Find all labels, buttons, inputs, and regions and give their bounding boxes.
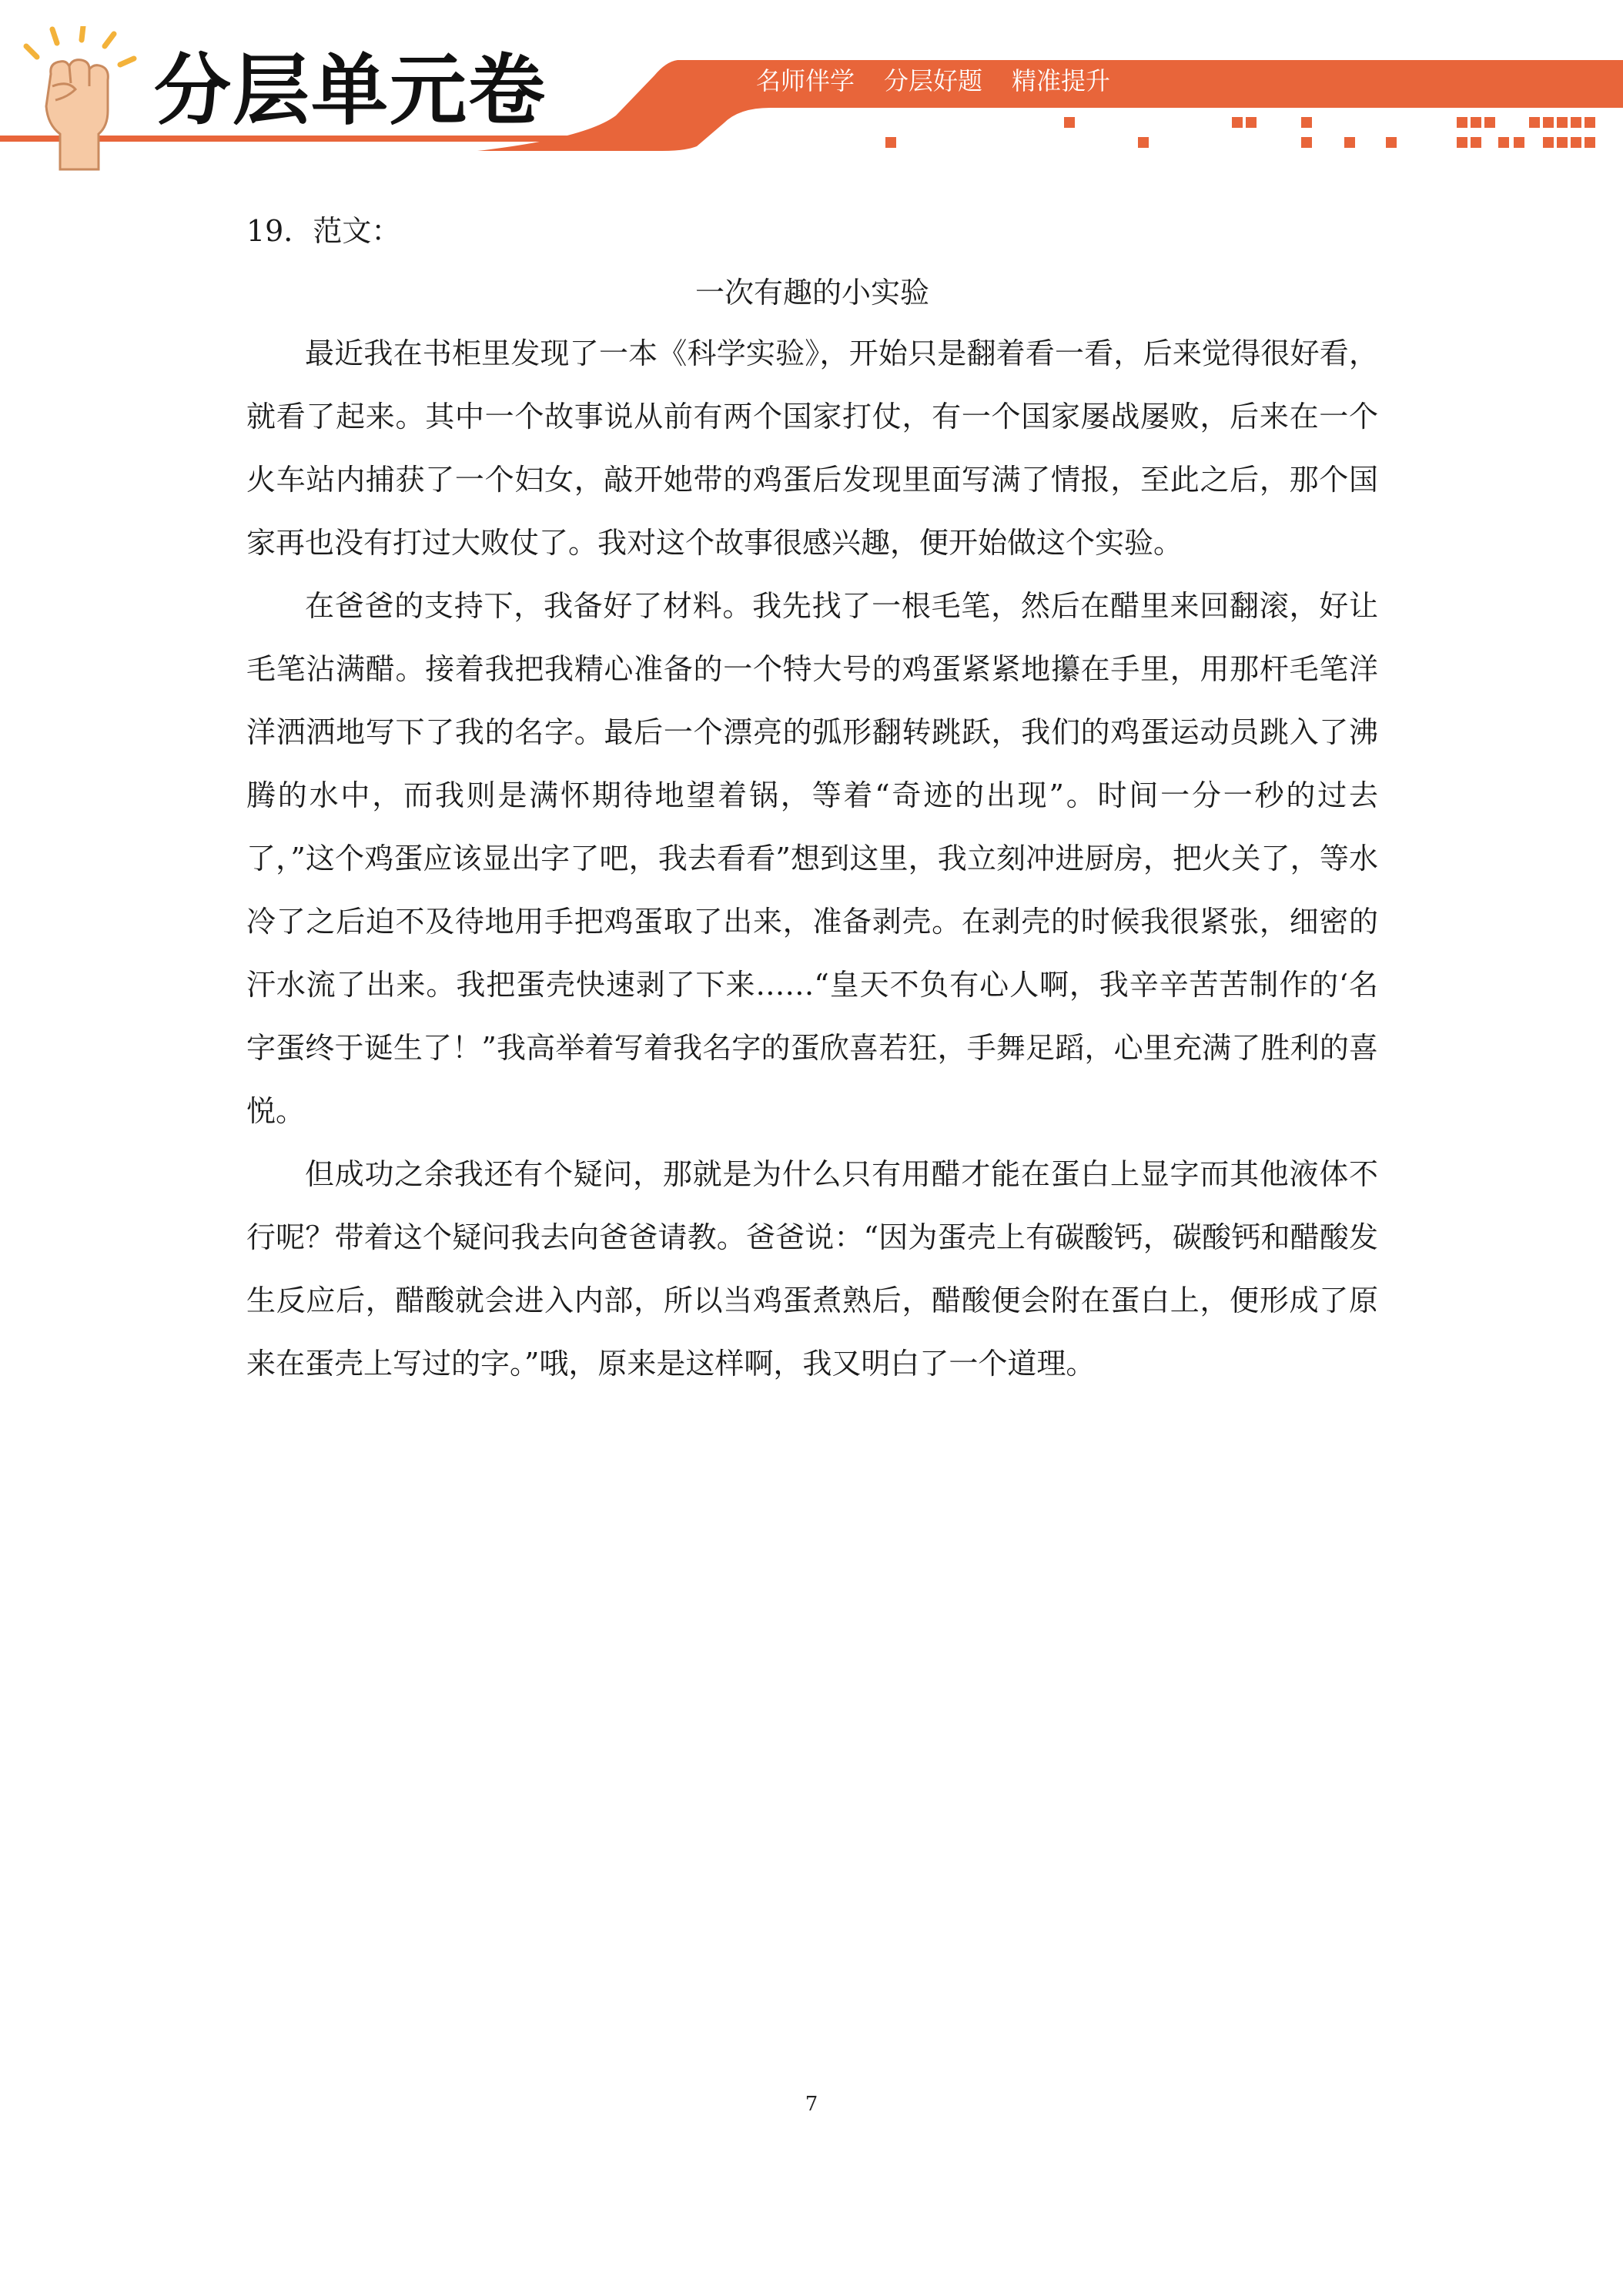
page-header	[0, 0, 1623, 177]
essay-paragraph: 在爸爸的支持下，我备好了材料。我先找了一根毛笔，然后在醋里来回翻滚，好让毛笔沾满醋。接着我把我精心准备的一个特大号的鸡蛋紧紧地攥在手里，用那杆毛笔洋洋洒洒地写下了我的名字。最后一个漂亮的弧形翻转跳跃，我们的鸡蛋运动员跳入了沸腾的水中，而我则是满怀期待地望着锅，等着“奇迹的出现”。时间一分一秒的过去了，”这个鸡蛋应该显出字了吧，我去看看”想到这里，我立刻冲进厨房，把火关了，等水冷了之后迫不及待地用手把鸡蛋取了出来，准备剥壳。在剥壳的时候我很紧张，细密的汗水流了出来。我把蛋壳快速剥了下来……“皇天不负有心人啊，我辛辛苦苦制作的‘名字蛋终于诞生了！”我高举着写着我名字的蛋欣喜若狂，手舞足蹈，心里充满了胜利的喜悦。	[246, 589, 1378, 1128]
essay-title: 一次有趣的小实验	[694, 276, 929, 310]
page-number: 7	[805, 2093, 818, 2116]
slogan-item: 精准提升	[1012, 66, 1111, 95]
essay-paragraph: 但成功之余我还有个疑问，那就是为什么只有用醋才能在蛋白上显字而其他液体不行呢？带着这个疑问我去向爸爸请教。爸爸说：“因为蛋壳上有碳酸钙，碳酸钙和醋酸发生反应后，醋酸就会进入内部，所以当鸡蛋煮熟后，醋酸便会附在蛋白上，便形成了原来在蛋壳上写过的字。”哦，原来是这样啊，我又明白了一个道理。	[246, 1157, 1378, 1381]
fist-icon	[22, 26, 137, 172]
header-slogans	[756, 60, 1110, 102]
brand-title: 分层单元卷	[154, 45, 547, 136]
answer-content	[246, 206, 1378, 1395]
slogan-item: 名师伴学	[756, 66, 855, 95]
essay-paragraph: 最近我在书柜里发现了一本《科学实验》，开始只是翻着看一看，后来觉得很好看，就看了起来。其中一个故事说从前有两个国家打仗，有一个国家屡战屡败，后来在一个火车站内捕获了一个妇女，敲开她带的鸡蛋后发现里面写满了情报，至此之后，那个国家再也没有打过大败仗了。我对这个故事很感兴趣，便开始做这个实验。	[246, 336, 1378, 560]
question-number: 19．范文：	[246, 214, 401, 248]
slogan-item: 分层好题	[884, 66, 983, 95]
